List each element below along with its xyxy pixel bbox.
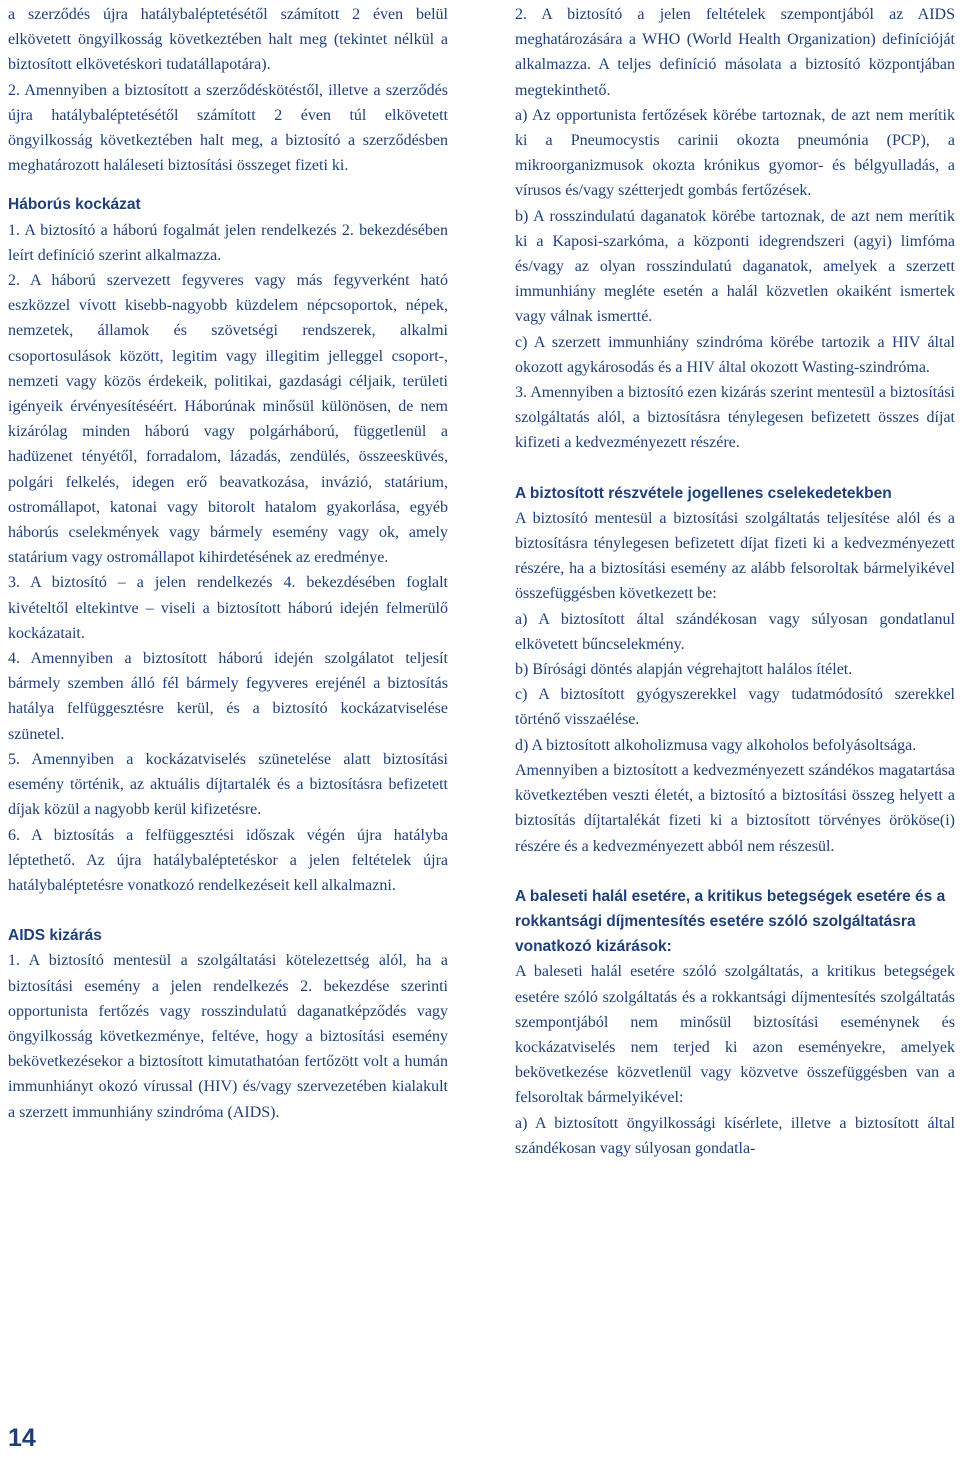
war-clause-3: 3. A biztosító – a jelen rendelkezés 4. bekezdésében foglalt kivételtől eltekintve – viseli a biztosított háború idején felmerülő kockázatait. [8, 574, 448, 642]
war-clause-2: 2. A háború szervezett fegyveres vagy más fegyverként ható eszközzel vívott kisebb-nagyobb küzdelem népcsoportok, népek, nemzetek, államok és szövetségi rendszerek, alkalmi csoportosulások között, legitim vagy illegitim jelleggel csoport-, nemzeti vagy közös érdekeik, politikai, gazdasági céljaik, területi igényeik érvényesítéséért. Háborúnak minősül különösen, de nem kizárólag minden háború vagy polgárháború, függetlenül a hadüzenet tényétől, forradalom, lázadás, zendülés, összeesküvés, polgári felkelés, idegen erő beavatkozása, invázió, statárium, ostromállapot, katonai vagy bitorolt hatalom gyakorlása, egyéb háborús cselekmények vagy bármely esemény vagy ok, amely statárium vagy ostromállapot kihirdetésének az eredménye. [8, 272, 448, 567]
illegal-acts-a: a) A biztosított által szándékosan vagy súlyosan gondatlanul elkövetett bűncselekmény. [515, 610, 955, 653]
aids-clause-2b: b) A rosszindulatú daganatok körébe tartoznak, de azt nem merítik ki a Kaposi-szarkóma, a központi idegrendszeri (agyi) limfóma és/vagy az olyan rosszindulatú daganatok, amelyek a szerzett immunhiány megléte esetén a halál közvetlen okaiként ismertek vagy válnak ismertté. [515, 207, 955, 326]
accident-exclusions-intro: A baleseti halál esetére szóló szolgáltatás, a kritikus betegségek esetére szóló szolgáltatás és a rokkantsági díjmentesítés szolgáltatás szempontjából nem minősül biztosítási eseménynek és kockázatviselés nem terjed ki azon eseményekre, amelyek bekövetkezése közvetlenül vagy közvetve összefüggésben van a felsoroltak bármelyikével: [515, 963, 955, 1107]
aids-clause-2a: a) Az opportunista fertőzések körébe tartoznak, de azt nem merítik ki a Pneumocystis carinii okozta pneumónia (PCP), a mikroorganizmusok okozta krónikus gyomor- és bélgyulladás, a vírusos és/vagy szétterjedt gombás fertőzések. [515, 106, 955, 200]
heading-war-risk: Háborús kockázat [8, 196, 141, 214]
war-clause-1: 1. A biztosító a háború fogalmát jelen rendelkezés 2. bekezdésében leírt definíció szerint alkalmazza. [8, 221, 448, 264]
war-clause-4: 4. Amennyiben a biztosított háború idején szolgálatot teljesít bármely szemben álló fél bármely fegyveres erejénél a biztosítás hatálya felfüggesztésre kerül, és a biztosító kockázatviselése szünetel. [8, 650, 448, 743]
page-number: 14 [8, 1424, 36, 1452]
aids-clause-3: 3. Amennyiben a biztosító ezen kizárás szerint mentesül a biztosítási szolgáltatás alól, a biztosításra ténylegesen befizetett összes díjat kifizeti a kedvezményezett részére. [515, 384, 955, 452]
war-clause-5: 5. Amennyiben a kockázatviselés szünetelése alatt biztosítási esemény történik, az aktuális díjtartalék és a biztosításra befizetett díjak közül a nagyobb kerül kifizetésre. [8, 750, 448, 819]
aids-clause-2c: c) A szerzett immunhiány szindróma körébe tartozik a HIV által okozott agykárosodás és a HIV által okozott Wasting-szindróma. [515, 333, 955, 376]
illegal-acts-intro: A biztosító mentesül a biztosítási szolgáltatás teljesítése alól és a biztosításra ténylegesen befizetett díjat fizeti ki a kedvezményezett részére, ha a biztosítási esemény az alább felsoroltak bármelyikével összefüggésben következett be: [515, 509, 955, 603]
accident-exclusions-a: a) A biztosított öngyilkossági kísérlete, illetve a biztosított által szándékosan vagy súlyosan gondatla- [515, 1114, 955, 1157]
illegal-acts-b: b) Bírósági döntés alapján végrehajtott halálos ítélet. [515, 661, 853, 679]
paragraph-suicide-after-2-years: 2. Amennyiben a biztosított a szerződéskötéstől, illetve a szerződés újra hatálybaléptetésétől számított 2 éven túl elkövetett öngyilkosság következtében halt meg, a biztosító a szerződésben meghatározott haláleseti biztosítási összeget fizeti ki. [8, 81, 448, 175]
paragraph-suicide-within-2-years: a szerződés újra hatálybaléptetésétől számított 2 éven belül elkövetett öngyilkosság következtében halt meg (tekintet nélkül a biztosított elkövetéskori tudatállapotára). [8, 6, 448, 74]
aids-clause-2: 2. A biztosító a jelen feltételek szempontjából az AIDS meghatározására a WHO (World Health Organization) definícióját alkalmazza. A teljes definíció másolata a biztosító központjában megtekinthető. [515, 6, 955, 99]
aids-clause-1: 1. A biztosító mentesül a szolgáltatási kötelezettség alól, ha a biztosítási esemény a jelen rendelkezés 2. bekezdése szerinti opportunista fertőzés vagy rosszindulatú daganatképződés vagy öngyilkosság következménye, feltéve, hogy a biztosítási esemény bekövetkezésekor a biztosított kimutathatóan fertőzött volt a humán immunhiányt okozó vírussal (HIV) és/vagy szervezetében kialakult a szerzett immunhiány szindróma (AIDS). [8, 952, 448, 1121]
left-column [8, 2, 448, 1125]
right-column [515, 2, 955, 1161]
illegal-acts-beneficiary: Amennyiben a biztosított a kedvezményezett szándékos magatartása következtében veszti életét, a biztosító a biztosítási összeg helyett a biztosítás díjtartalékát fizeti ki a biztosított törvényes örököse(i) részére és a kedvezményezett abból nem részesül. [515, 761, 955, 855]
heading-illegal-acts: A biztosított részvétele jogellenes cselekedetekben [515, 484, 892, 502]
war-clause-6: 6. A biztosítás a felfüggesztési időszak végén újra hatályba léptethető. Az újra hatálybaléptetéskor a jelen feltételek újra hatálybaléptetésre vonatkozó rendelkezéseit kell alkalmazni. [8, 826, 448, 894]
illegal-acts-c: c) A biztosított gyógyszerekkel vagy tudatmódosító szerekkel történő visszaélése. [515, 686, 955, 729]
heading-aids-exclusion: AIDS kizárás [8, 927, 102, 945]
heading-accident-exclusions: A baleseti halál esetére, a kritikus betegségek esetére és a rokkantsági díjmentesítés esetére szóló szolgáltatásra vonatkozó kizárások: [515, 887, 946, 956]
illegal-acts-d: d) A biztosított alkoholizmusa vagy alkoholos befolyásoltsága. [515, 736, 917, 754]
